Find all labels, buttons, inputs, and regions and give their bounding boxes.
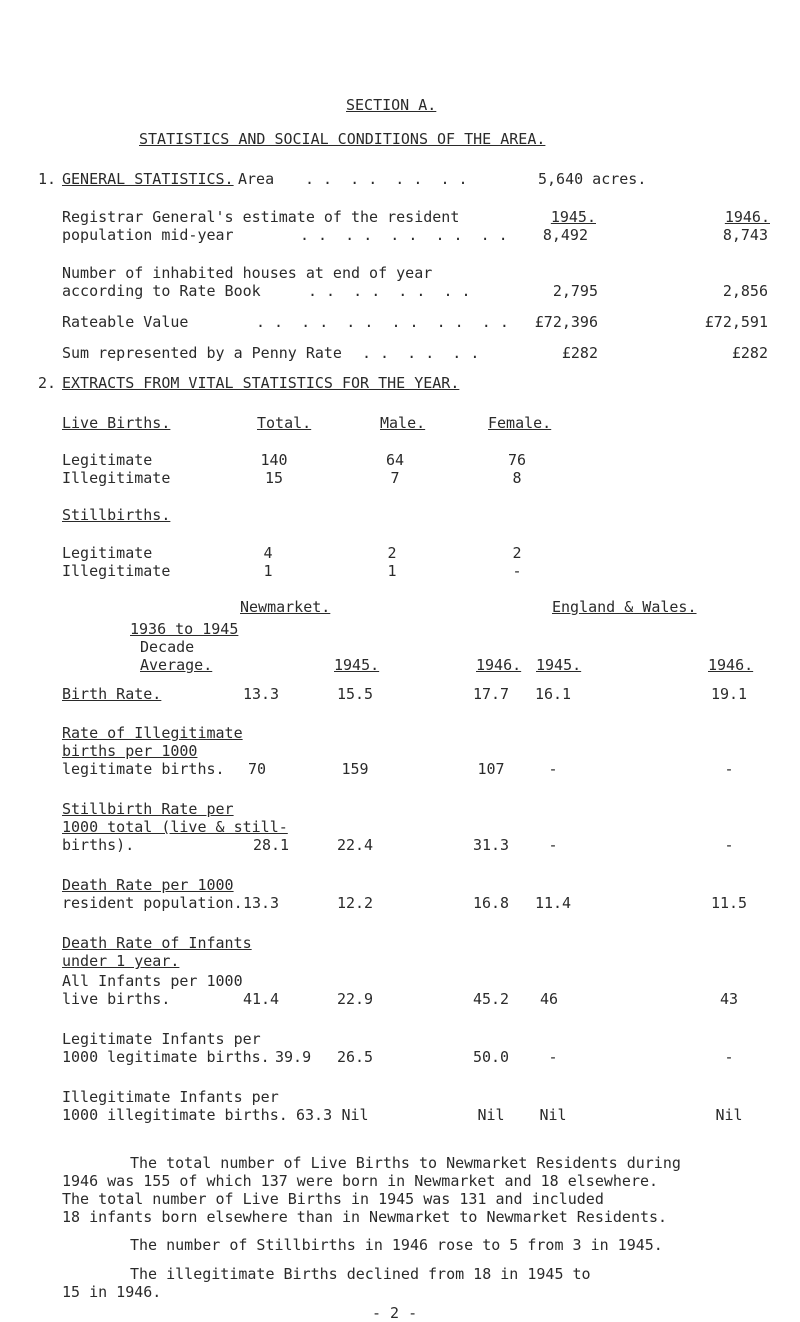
birth-rate-ew-1946: 19.1 <box>710 685 748 703</box>
illegitimate-infants-1946: Nil <box>477 1106 505 1124</box>
infant-death-label-line2: under 1 year. <box>62 952 180 970</box>
col-ew-1945: 1945. <box>536 656 582 674</box>
note-paragraph-3-line2: 15 in 1946. <box>62 1283 162 1301</box>
penny-1946: £282 <box>731 344 768 362</box>
live-illegitimate-total: 15 <box>264 469 284 487</box>
penny-leaders: . . . . . . <box>362 344 480 362</box>
houses-1945: 2,795 <box>552 282 598 300</box>
legitimate-infants-label-line1: Legitimate Infants per <box>62 1030 261 1048</box>
year-1946-header: 1946. <box>724 208 770 226</box>
birth-rate-1946: 17.7 <box>472 685 510 703</box>
newmarket-heading: Newmarket. <box>240 598 331 616</box>
illegitimate-rate-1945: 159 <box>341 760 369 778</box>
still-illegitimate-female: - <box>512 562 522 580</box>
penny-1945: £282 <box>561 344 598 362</box>
rateable-leaders: . . . . . . . . . . . . <box>256 313 509 331</box>
vital-statistics-heading: EXTRACTS FROM VITAL STATISTICS FOR THE YEAR. <box>62 374 460 392</box>
legitimate-infants-1945: 26.5 <box>336 1048 374 1066</box>
birth-rate-label: Birth Rate. <box>62 685 162 703</box>
stillbirth-rate-1946: 31.3 <box>472 836 510 854</box>
legitimate-infants-ew-1946: - <box>724 1048 734 1066</box>
illegitimate-rate-label-line1: Rate of Illegitimate <box>62 724 243 742</box>
illegitimate-rate-ew-1946: - <box>724 760 734 778</box>
all-infants-label-line2: live births. <box>62 990 171 1008</box>
stillbirth-rate-ew-1946: - <box>724 836 734 854</box>
still-legitimate-label: Legitimate <box>62 544 153 562</box>
all-infants-ew-1946: 43 <box>719 990 739 1008</box>
stillbirth-rate-label-line3: births). <box>62 836 135 854</box>
live-illegitimate-label: Illegitimate <box>62 469 171 487</box>
area-label: Area <box>238 170 275 188</box>
stillbirth-rate-decade: 28.1 <box>252 836 290 854</box>
note-paragraph-2: The number of Stillbirths in 1946 rose to 5 from 3 in 1945. <box>130 1236 663 1254</box>
england-wales-heading: England & Wales. <box>552 598 697 616</box>
col-newmarket-1946: 1946. <box>476 656 522 674</box>
population-1945: 8,492 <box>542 226 588 244</box>
col-total-header: Total. <box>257 414 312 432</box>
rateable-1945: £72,396 <box>534 313 598 331</box>
illegitimate-infants-ew-1945: Nil <box>539 1106 567 1124</box>
birth-rate-1945: 15.5 <box>336 685 374 703</box>
section-number-1: 1. <box>38 170 57 188</box>
estimate-label-line1: Registrar General's estimate of the resident <box>62 208 460 226</box>
illegitimate-infants-ew-1946: Nil <box>715 1106 743 1124</box>
average-label: Average. <box>140 656 213 674</box>
death-rate-1945: 12.2 <box>336 894 374 912</box>
live-legitimate-female: 76 <box>507 451 527 469</box>
still-legitimate-total: 4 <box>263 544 273 562</box>
still-legitimate-female: 2 <box>512 544 522 562</box>
still-illegitimate-total: 1 <box>263 562 273 580</box>
legitimate-infants-decade: 39.9 <box>275 1048 312 1066</box>
illegitimate-rate-ew-1945: - <box>548 760 558 778</box>
note-paragraph-3-line1: The illegitimate Births declined from 18 in 1945 to <box>130 1265 591 1283</box>
still-legitimate-male: 2 <box>387 544 397 562</box>
year-1945-header: 1945. <box>550 208 596 226</box>
birth-rate-decade: 13.3 <box>242 685 280 703</box>
estimate-leaders: . . . . . . . . . . <box>300 226 508 244</box>
page-number: - 2 - <box>372 1304 418 1322</box>
illegitimate-rate-label-line3: legitimate births. <box>62 760 225 778</box>
death-rate-label-line1: Death Rate per 1000 <box>62 876 234 894</box>
stillbirth-rate-label-line1: Stillbirth Rate per <box>62 800 234 818</box>
col-newmarket-1945: 1945. <box>334 656 380 674</box>
col-ew-1946: 1946. <box>708 656 754 674</box>
legitimate-infants-ew-1945: - <box>548 1048 558 1066</box>
decade-period: 1936 to 1945 <box>130 620 239 638</box>
page-title: STATISTICS AND SOCIAL CONDITIONS OF THE AREA. <box>139 130 546 148</box>
illegitimate-infants-decade: 63.3 <box>296 1106 333 1124</box>
live-legitimate-label: Legitimate <box>62 451 153 469</box>
note-paragraph-1-line1: The total number of Live Births to Newmarket Residents during <box>130 1154 681 1172</box>
birth-rate-ew-1945: 16.1 <box>534 685 572 703</box>
death-rate-ew-1946: 11.5 <box>710 894 748 912</box>
infant-death-label-line1: Death Rate of Infants <box>62 934 252 952</box>
legitimate-infants-1946: 50.0 <box>472 1048 510 1066</box>
houses-label-line2: according to Rate Book <box>62 282 261 300</box>
population-1946: 8,743 <box>722 226 768 244</box>
note-paragraph-1-line3: The total number of Live Births in 1945 was 131 and included <box>62 1190 604 1208</box>
live-legitimate-male: 64 <box>385 451 405 469</box>
illegitimate-rate-decade: 70 <box>247 760 267 778</box>
illegitimate-infants-label-line1: Illegitimate Infants per <box>62 1088 279 1106</box>
note-paragraph-1-line4: 18 infants born elsewhere than in Newmarket to Newmarket Residents. <box>62 1208 668 1226</box>
area-value: 5,640 acres. <box>538 170 647 188</box>
death-rate-ew-1945: 11.4 <box>534 894 572 912</box>
all-infants-ew-1945: 46 <box>539 990 559 1008</box>
stillbirth-rate-label-line2: 1000 total (live & still- <box>62 818 288 836</box>
all-infants-1945: 22.9 <box>336 990 374 1008</box>
estimate-label-line2: population mid-year <box>62 226 234 244</box>
death-rate-label-line2: resident population. <box>62 894 243 912</box>
all-infants-1946: 45.2 <box>472 990 510 1008</box>
houses-1946: 2,856 <box>722 282 768 300</box>
live-illegitimate-female: 8 <box>512 469 522 487</box>
section-heading: SECTION A. <box>346 96 437 114</box>
all-infants-decade: 41.4 <box>242 990 280 1008</box>
col-female-header: Female. <box>488 414 552 432</box>
live-legitimate-total: 140 <box>260 451 288 469</box>
still-illegitimate-label: Illegitimate <box>62 562 171 580</box>
death-rate-1946: 16.8 <box>472 894 510 912</box>
general-statistics-heading: GENERAL STATISTICS. <box>62 170 234 188</box>
area-leaders: . . . . . . . . <box>305 170 468 188</box>
still-illegitimate-male: 1 <box>387 562 397 580</box>
stillbirth-rate-ew-1945: - <box>548 836 558 854</box>
illegitimate-rate-1946: 107 <box>477 760 505 778</box>
rateable-value-label: Rateable Value <box>62 313 189 331</box>
stillbirth-rate-1945: 22.4 <box>336 836 374 854</box>
section-number-2: 2. <box>38 374 57 392</box>
houses-leaders: . . . . . . . . <box>308 282 471 300</box>
live-births-heading: Live Births. <box>62 414 171 432</box>
death-rate-decade: 13.3 <box>242 894 280 912</box>
note-paragraph-1-line2: 1946 was 155 of which 137 were born in Newmarket and 18 elsewhere. <box>62 1172 659 1190</box>
col-male-header: Male. <box>380 414 426 432</box>
stillbirths-heading: Stillbirths. <box>62 506 171 524</box>
legitimate-infants-label-line2: 1000 legitimate births. <box>62 1048 270 1066</box>
all-infants-label-line1: All Infants per 1000 <box>62 972 243 990</box>
illegitimate-infants-label-line2: 1000 illegitimate births. <box>62 1106 288 1124</box>
penny-rate-label: Sum represented by a Penny Rate <box>62 344 342 362</box>
rateable-1946: £72,591 <box>704 313 768 331</box>
illegitimate-infants-1945: Nil <box>341 1106 369 1124</box>
illegitimate-rate-label-line2: births per 1000 <box>62 742 198 760</box>
houses-label-line1: Number of inhabited houses at end of year <box>62 264 433 282</box>
live-illegitimate-male: 7 <box>390 469 400 487</box>
decade-label: Decade <box>140 638 195 656</box>
